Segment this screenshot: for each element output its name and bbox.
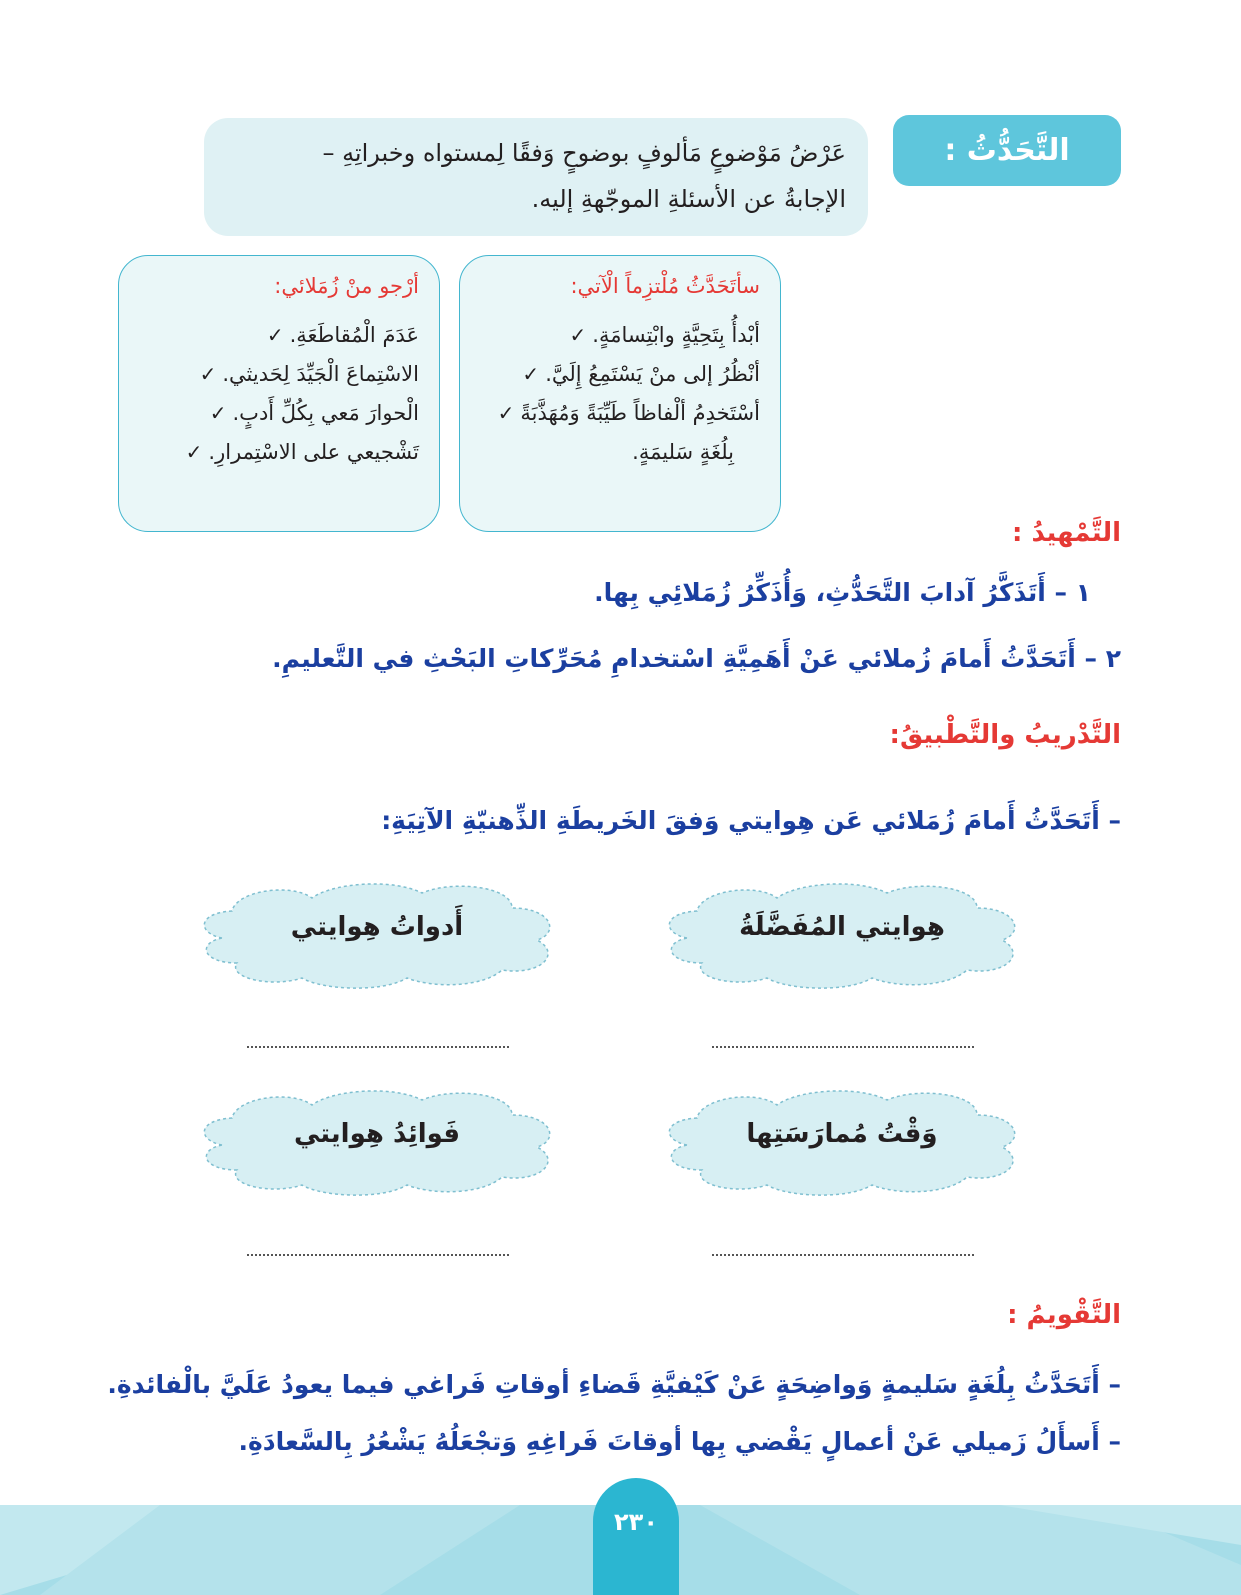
cloud-label: هِوايتي المُفَضَّلَةُ [739, 912, 945, 942]
check-icon: ✓ [569, 323, 587, 347]
rule-text: أبْدأُ بِتَحِيَّةٍ وابْتِسامَةٍ. [592, 323, 760, 347]
objective-line-2: الإجابةُ عن الأسئلةِ الموجّهةِ إليه. [531, 185, 846, 213]
cloud-label: وَقْتُ مُمارَسَتِها [746, 1119, 938, 1149]
intro-line-1: ١ – أَتَذَكَّرُ آدابَ التَّحَدُّثِ، وَأُذَكِّرُ زُمَلائِي بِها. [594, 578, 1091, 607]
peer-requests-title: أرْجو منْ زُمَلائي: [274, 274, 419, 298]
objective-line-1: عَرْضُ مَوْضوعٍ مَألوفٍ بوضوحٍ وَفقًا لِمستواه وخبراتِهِ – [322, 139, 846, 167]
answer-line [712, 1046, 974, 1048]
check-icon: ✓ [266, 323, 284, 347]
rule-item [474, 355, 760, 394]
section-label: التَّحَدُّثُ : [944, 133, 1070, 168]
objective-box [204, 118, 868, 236]
rule-item [133, 316, 419, 355]
mind-map-cloud [192, 878, 562, 993]
evaluation-line-2: – أَسأَلُ زَميلي عَنْ أعمالٍ يَقْضي بِها أوقاتَ فَراغِهِ وَتجْعَلُهُ يَشْعُرُ بِالسَّعادَةِ. [238, 1427, 1121, 1456]
check-icon: ✓ [185, 440, 203, 464]
mind-map-cloud [192, 1085, 562, 1200]
peer-requests-box [118, 255, 440, 532]
page-number-text: ٢٣٠ [614, 1508, 658, 1536]
mind-map-cloud [657, 1085, 1027, 1200]
rule-text: تَشْجيعي على الاسْتِمرارِ. [208, 440, 419, 464]
check-icon: ✓ [199, 362, 217, 386]
evaluation-line-1: – أَتَحَدَّثُ بِلُغَةٍ سَليمةٍ وَواضِحَةٍ عَنْ كَيْفيَّةِ قَضاءِ أوقاتِ فَراغي فيما يعودُ عَلَيَّ بالْفائدةِ. [107, 1370, 1121, 1399]
answer-line [247, 1254, 509, 1256]
answer-line [247, 1046, 509, 1048]
rule-text: الاسْتِماعَ الْجَيِّدَ لِحَديثي. [222, 362, 419, 386]
check-icon: ✓ [209, 401, 227, 425]
answer-line [712, 1254, 974, 1256]
rule-item [133, 355, 419, 394]
rule-item [474, 316, 760, 355]
practice-heading: التَّدْريبُ والتَّطْبيقُ: [889, 720, 1121, 750]
rule-text: عَدَمَ الْمُقاطَعَةِ. [289, 323, 419, 347]
intro-line-2: ٢ – أَتَحَدَّثُ أَمامَ زُملائي عَنْ أَهَمِيَّةِ اسْتخدامِ مُحَرِّكاتِ البَحْثِ في التَّعليمِ. [272, 644, 1121, 673]
rule-text-continued: بِلُغَةٍ سَليمَةٍ. [632, 440, 734, 464]
speaking-rules-box [459, 255, 781, 532]
page-number [593, 1478, 679, 1595]
intro-heading: التَّمْهيدُ : [1012, 518, 1121, 548]
rule-item [133, 394, 419, 433]
practice-instruction: – أَتَحَدَّثُ أَمامَ زُمَلائي عَن هِوايتي وَفقَ الخَريطَةِ الذِّهنيّةِ الآتِيَةِ: [381, 806, 1121, 835]
rule-text: أسْتَخدِمُ ألْفاظاً طَيِّبَةً وَمُهَذَّبَةً [520, 401, 760, 425]
check-icon: ✓ [522, 362, 540, 386]
section-badge [893, 115, 1121, 186]
rule-text: أنْظُرُ إلى منْ يَسْتَمِعُ إِلَيَّ. [545, 362, 760, 386]
speaking-rules-title: سأتَحَدَّثُ مُلْتزِماً الْآتي: [570, 274, 760, 298]
mind-map-cloud [657, 878, 1027, 993]
cloud-label: أَدواتُ هِوايتي [290, 912, 464, 942]
evaluation-heading: التَّقْويمُ : [1007, 1300, 1121, 1330]
check-icon: ✓ [497, 401, 515, 425]
cloud-label: فَوائِدُ هِوايتي [294, 1119, 460, 1149]
rule-item [133, 433, 419, 472]
rule-text: الْحوارَ مَعي بِكُلِّ أَدبٍ. [232, 401, 419, 425]
rule-item [474, 394, 760, 433]
